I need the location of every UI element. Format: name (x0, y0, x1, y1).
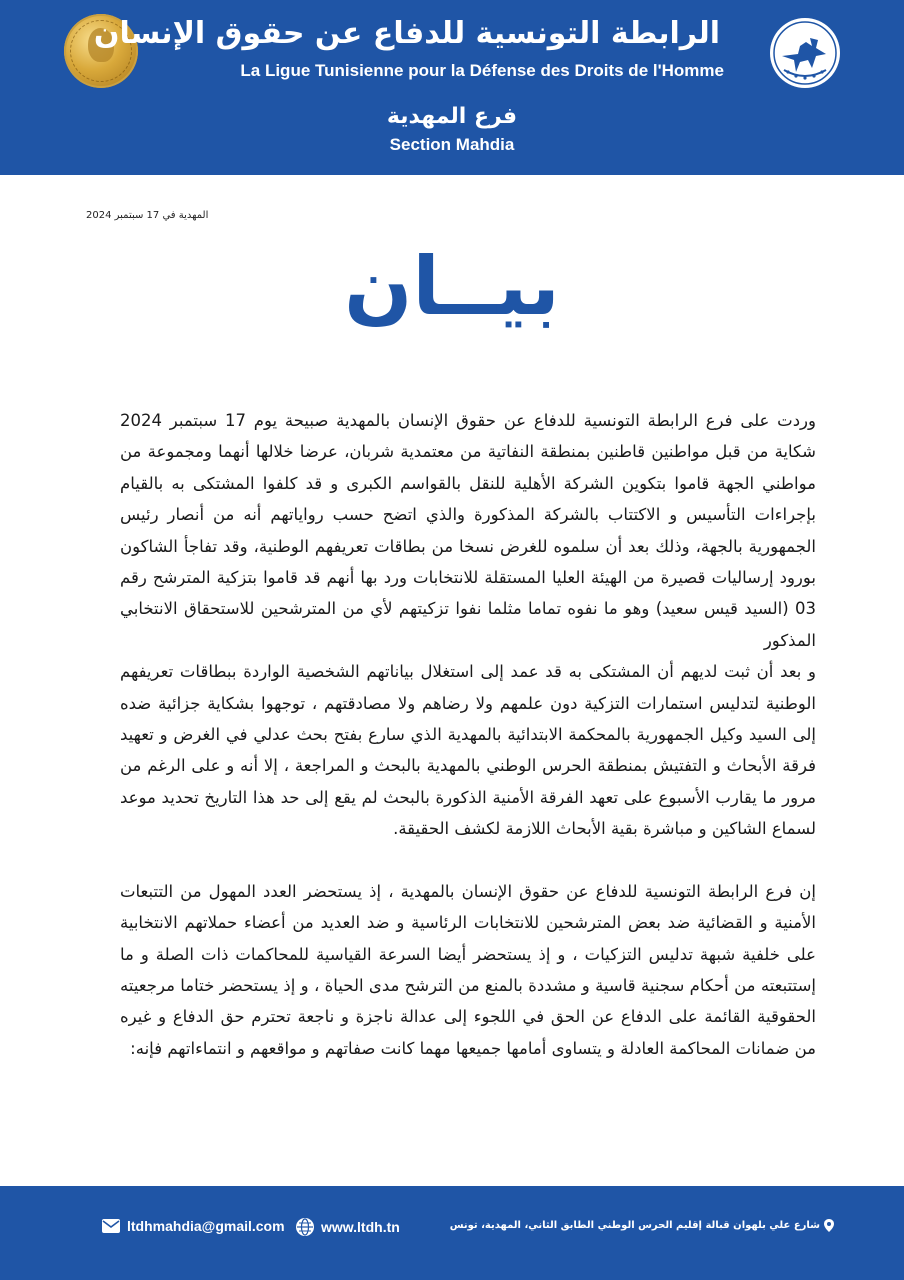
paragraph: وردت على فرع الرابطة التونسية للدفاع عن حقوق الإنسان بالمهدية صبيحة يوم 17 سبتمبر 2024 شكاية من قبل مواطنين قاطنين بمنطقة النفاتية من معتمدية شربان، عرضا خلالها أنهما ومجموعة من مواطني الجهة قاموا بتكوين الشركة الأهلية للنقل بالقواسم الكبرى و قد كلفوا المشتكى به بالقيام بإجراءات التأسيس و الاكتتاب بالشركة المذكورة والذي اتضح حسب رواياتهم أنه من أنصار رئيس الجمهورية بالجهة، وذلك بعد أن سلموه للغرض نسخا من بطاقات تعريفهم الوطنية، وقد تفاجأ الشاكون بورود إرساليات قصيرة من الهيئة العليا المستقلة للانتخابات ورد بها أنهم قد قاموا بتزكية المترشح رقم 03 (السيد قيس سعيد) وهو ما نفوه تماما مثلما نفوا تزكيتهم لأي من المترشحين للاستحقاق الانتخابي المذكور (120, 411, 816, 650)
globe-icon (296, 1218, 314, 1236)
header-banner (0, 0, 904, 175)
location-pin-icon (824, 1219, 834, 1232)
document-title: بيــان (344, 240, 560, 333)
paragraph: و بعد أن ثبت لديهم أن المشتكى به قد عمد إلى استغلال بياناتهم الشخصية الواردة ببطاقات تعريفهم الوطنية لتدليس استمارات التزكية دون علمهم ولا رضاهم ولا مصادقتهم ، توجهوا بشكاية جزائية ضده إلى السيد وكيل الجمهورية بالمحكمة الابتدائية بالمهدية الذي سارع بفتح بحث عدلي في الغرض و تعهيد فرقة الأبحاث و التفتيش بمنطقة الحرس الوطني بالمهدية بالبحث و المراجعة ، إلا أنه و على الرغم من مرور ما يقارب الأسبوع على تعهد الفرقة الأمنية الذكورة بالبحث لم يقع إلى حد هذا التاريخ تحديد موعد لسماع الشاكين و مباشرة بقية الأبحاث اللازمة لكشف الحقيقة. (120, 662, 816, 839)
email-text[interactable]: ltdhmahdia@gmail.com (127, 1218, 285, 1234)
website-text[interactable]: www.ltdh.tn (321, 1219, 400, 1235)
contact-website[interactable] (296, 1218, 400, 1236)
organization-name-fr: La Ligue Tunisienne pour la Défense des Droits de l'Homme (240, 61, 724, 80)
league-logo-icon (768, 16, 842, 90)
paragraph: إن فرع الرابطة التونسية للدفاع عن حقوق الإنسان بالمهدية ، إذ يستحضر العدد المهول من التتبعات الأمنية و القضائية ضد بعض المترشحين للانتخابات الرئاسية و ضد العديد من أعضاء حملاتهم الانتخابية على خلفية شبهة تدليس التزكيات ، و إذ يستحضر أيضا السرعة القياسية للمحاكمات ذات الصلة و ما إستتبعته من أحكام سجنية قاسية و مشددة بالمنع من الترشح مدى الحياة ، و إذ يستحضر ختاما مرجعيته الحقوقية القائمة على الدفاع عن الحق في اللجوء إلى عدالة ناجزة و ناجعة تحترم حق الدفاع و غيره من ضمانات المحاكمة العادلة و يتساوى أمامها جميعها مهما كانت صفاتهم و مواقعهم و انتماءاتهم فإنه: (120, 881, 816, 1058)
envelope-icon (102, 1219, 120, 1233)
organization-name-ar: الرابطة التونسية للدفاع عن حقوق الإنسان (93, 16, 720, 51)
section-name-ar: فرع المهدية (386, 104, 518, 129)
footer-banner (0, 1186, 904, 1280)
address-text: شارع علي بلهوان قبالة إقليم الحرس الوطني الطابق الثاني، المهدية، تونس (449, 1220, 820, 1231)
contact-address (450, 1219, 834, 1232)
statement-body (120, 405, 816, 1064)
document-date: المهدية في 17 سبتمبر 2024 (86, 210, 209, 221)
section-name-fr: Section Mahdia (389, 135, 515, 154)
contact-email[interactable] (102, 1218, 285, 1234)
